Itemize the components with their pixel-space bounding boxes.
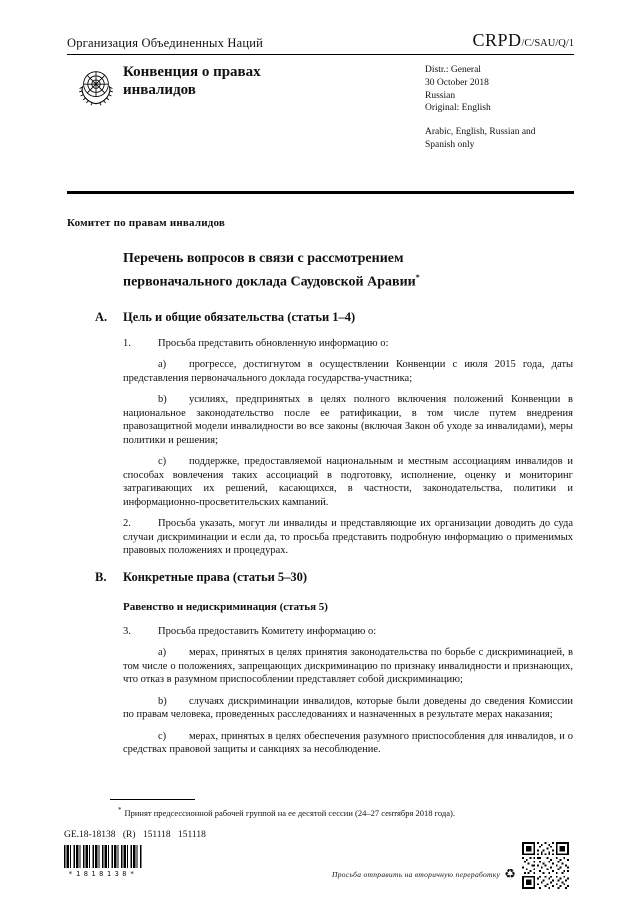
subparagraph-b-c: [123, 730, 573, 757]
subparagraph-b-b: [123, 695, 573, 722]
paragraph-2-number: 2.: [123, 518, 131, 530]
paragraph-2: [123, 517, 573, 558]
ge-number: GE.18-18138 (R) 151118 151118: [64, 830, 206, 840]
subparagraph-c-text: поддержке, предоставляемой национальным и местным ассоциациям инвалидов и способах вовлечения таких ассоциаций в подготовку, исполнение, оценку и мониторинг затрагивающих их решений, касающихся, в частности, законодательства, политики и информационно-просветительских кампаний.: [123, 456, 573, 508]
document-title-line1: Перечень вопросов в связи с рассмотрением: [123, 251, 404, 266]
paragraph-3-number: 3.: [123, 625, 131, 637]
section-a-heading: [95, 309, 573, 325]
recycle-text: Просьба отправить на вторичную переработку: [332, 870, 501, 879]
languages-note-line1: Arabic, English, Russian and: [425, 127, 536, 138]
separator-bar: [67, 191, 574, 194]
subparagraph-a: [123, 358, 573, 385]
paragraph-3-text: Просьба предоставить Комитету информацию о:: [158, 625, 377, 637]
subparagraph-b-b-label: b): [158, 695, 167, 707]
paragraph-1-text: Просьба представить обновленную информацию о:: [158, 337, 389, 349]
paragraph-2-text: Просьба указать, могут ли инвалиды и представляющие их организации доводить до суда случаи дискриминации и если да, то просьба представить подробную информацию о применимых правовых положениях и процедурах.: [123, 518, 573, 557]
section-b-heading: [95, 569, 573, 585]
subsection-heading: Равенство и недискриминация (статья 5): [123, 600, 328, 613]
subparagraph-c: [123, 455, 573, 509]
footnote: [110, 805, 573, 819]
document-title-line2: первоначального доклада Саудовской Аравии: [123, 274, 416, 290]
section-b-label: B.: [95, 569, 107, 584]
languages-note-line2: Spanish only: [425, 139, 475, 150]
subparagraph-a-label: a): [158, 359, 167, 371]
committee-name: Комитет по правам инвалидов: [67, 217, 226, 229]
convention-title: [123, 63, 261, 99]
qr-code: [522, 842, 569, 889]
barcode: [64, 845, 142, 878]
subparagraph-b-text: усилиях, предпринятых в целях полного включения положений Конвенции в национальное законодательство после ее ратификации, в том числе путем внедрения правозащитной модели инвалидности во все законы (включая Закон об уходе за инвалидами), меры политики и решения;: [123, 394, 573, 446]
doc-symbol: [472, 30, 574, 51]
section-a-heading-text: Цель и общие обязательства (статьи 1–4): [123, 309, 356, 324]
paragraph-3: [123, 625, 573, 639]
doc-symbol-suffix: /C/SAU/Q/1: [521, 38, 574, 49]
document-body: [95, 249, 573, 765]
distr-line: Distr.: General: [425, 65, 481, 75]
date-line: 30 October 2018: [425, 77, 489, 88]
title-footnote-marker: *: [415, 273, 420, 282]
page-header: [67, 30, 574, 55]
subparagraph-b-a-text: мерах, принятых в целях принятия законодательства по борьбе с дискриминацией, в том числе о положениях, запрещающих дискриминацию по признаку инвалидности и признающих, что отказ в разумном приспособлении представляет собой дискриминацию;: [123, 647, 573, 686]
subparagraph-a-text: прогрессе, достигнутом в осуществлении Конвенции с июля 2015 года, даты представления первоначального доклада государства-участника;: [123, 359, 573, 384]
footnote-marker: *: [118, 806, 122, 814]
recycle-note: [332, 868, 516, 881]
barcode-text: *1818138*: [68, 870, 138, 878]
subparagraph-b-c-text: мерах, принятых в целях обеспечения разумного приспособления для инвалидов, и о средствах правовой защиты и санкциях за несоблюдение.: [123, 730, 573, 756]
subparagraph-b: [123, 393, 573, 447]
doc-symbol-main: CRPD: [472, 30, 522, 50]
subparagraph-b-a-label: a): [158, 647, 167, 659]
recycle-icon: ♻: [504, 867, 516, 882]
original-language-line: Original: English: [425, 103, 491, 114]
subparagraph-b-a: [123, 646, 573, 687]
footnote-text: Принят предсессионной рабочей группой на ее десятой сессии (24–27 сентября 2018 года).: [124, 807, 455, 818]
barcode-bars: [64, 845, 142, 868]
section-a-label: A.: [95, 309, 108, 324]
section-b-heading-text: Конкретные права (статьи 5–30): [123, 569, 308, 584]
distribution-block: [425, 64, 536, 152]
paragraph-1-number: 1.: [123, 337, 131, 349]
subparagraph-c-label: c): [158, 456, 167, 468]
footnote-rule: [110, 799, 195, 800]
masthead: [67, 62, 574, 192]
subparagraph-b-c-label: c): [158, 730, 167, 742]
convention-title-line2: инвалидов: [123, 82, 196, 98]
un-emblem-icon: [75, 65, 117, 109]
org-name: Организация Объединенных Наций: [67, 36, 264, 50]
subparagraph-b-b-text: случаях дискриминации инвалидов, которые были доведены до сведения Комиссии по правам человека, проведенных расследованиях и назначенных в результате мерах наказания;: [123, 695, 573, 721]
document-title: [123, 249, 573, 292]
language-line: Russian: [425, 90, 456, 101]
paragraph-1: [123, 337, 573, 351]
convention-title-line1: Конвенция о правах: [123, 64, 261, 80]
subparagraph-b-label: b): [158, 394, 167, 406]
